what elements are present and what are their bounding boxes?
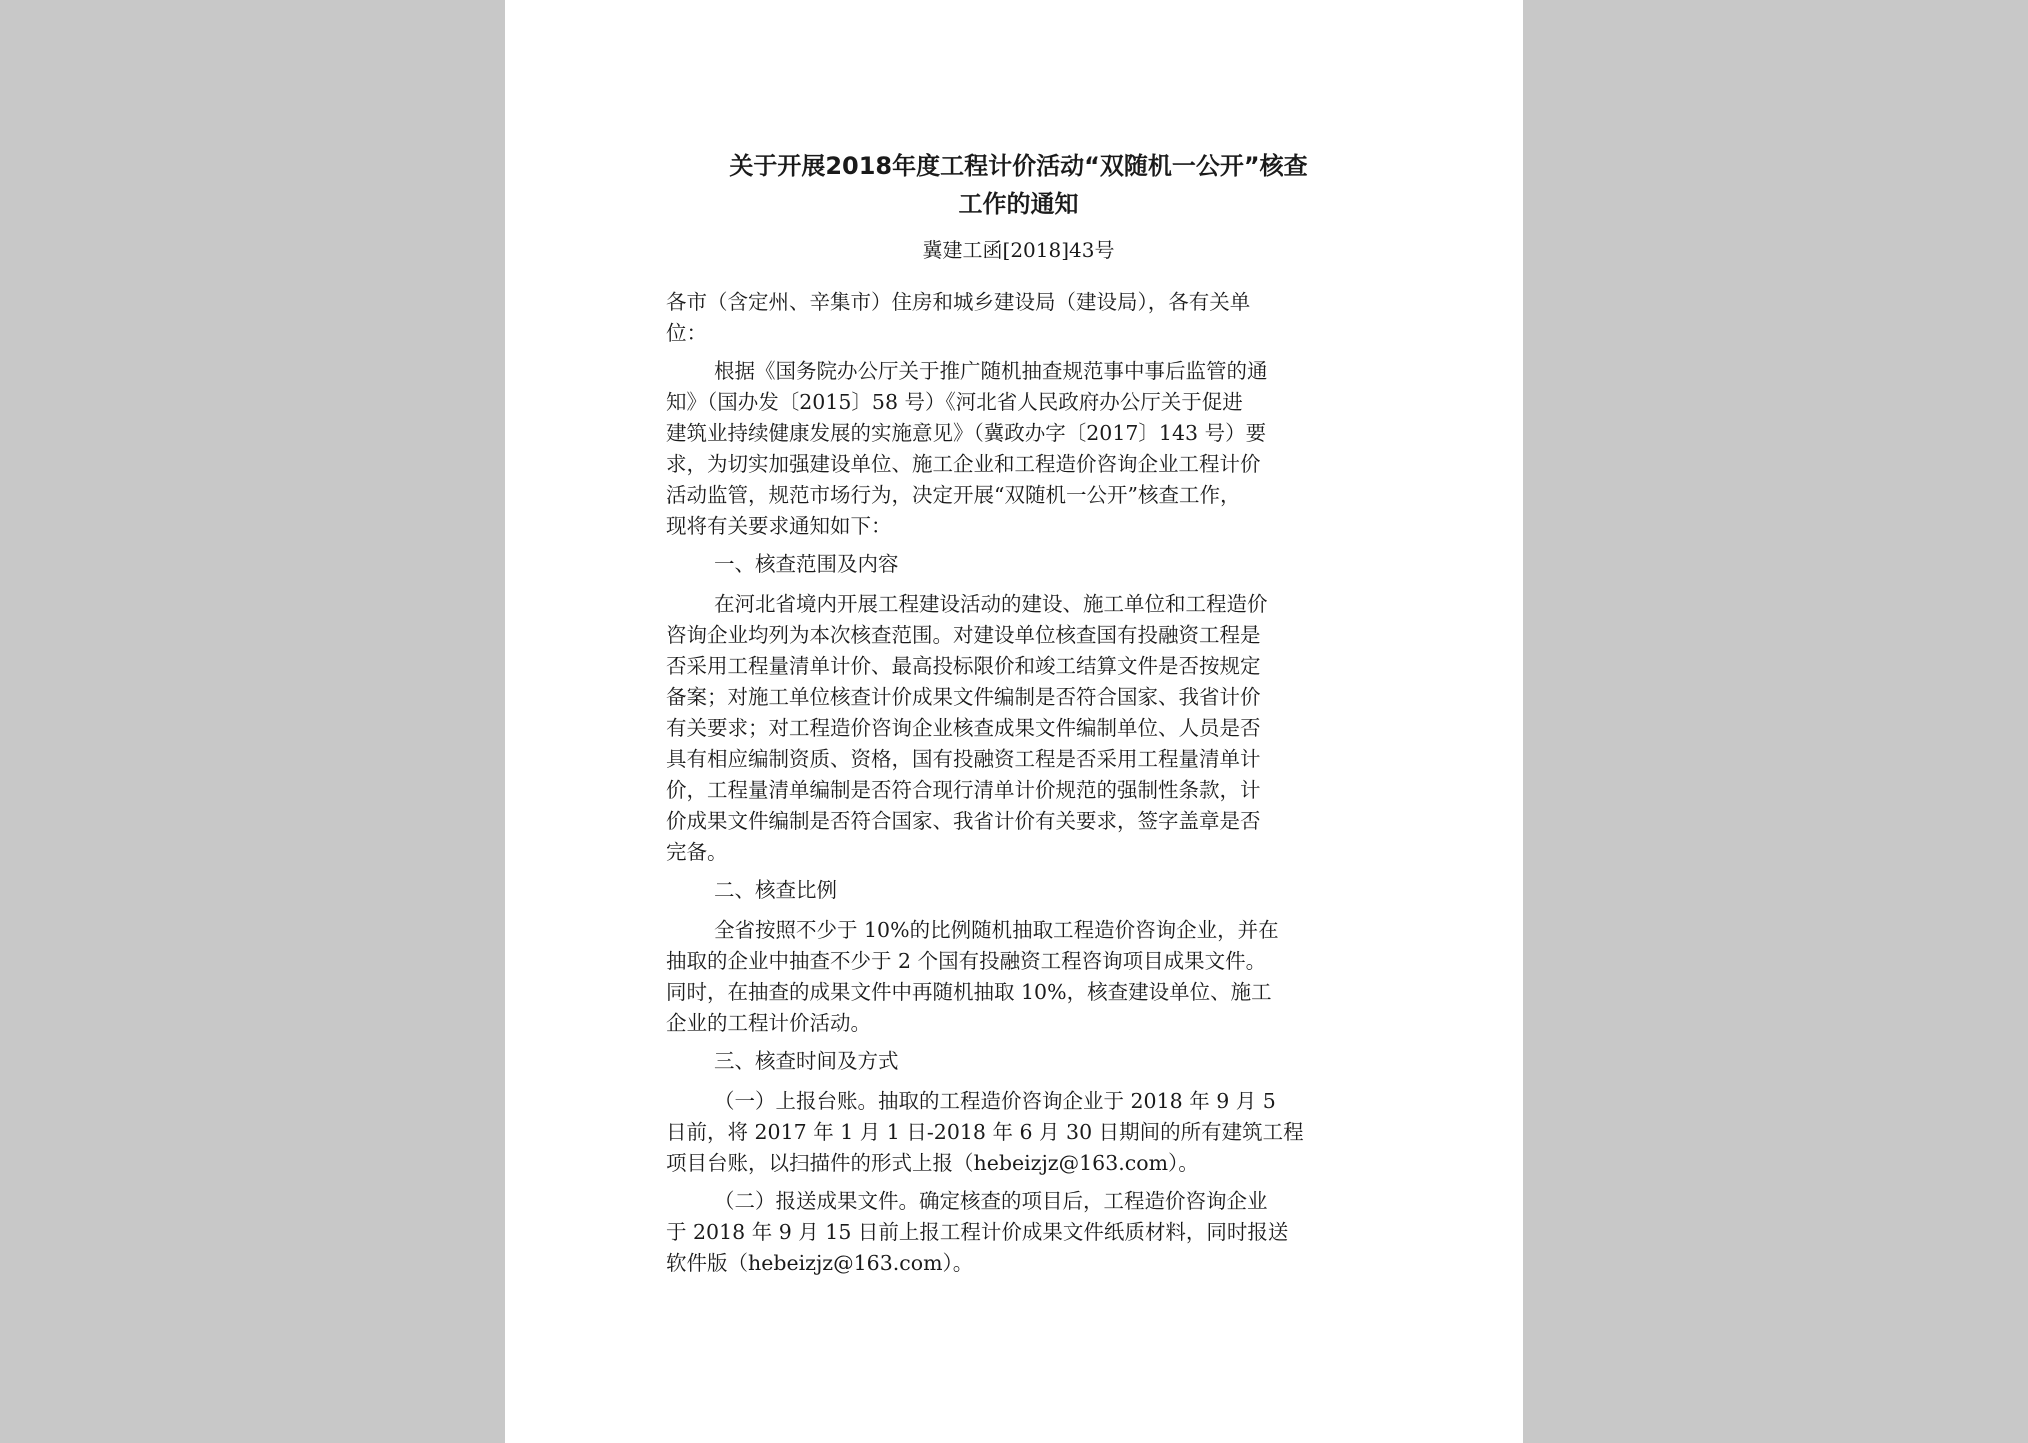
page-content	[666, 147, 1371, 1286]
text-line: 各市（含定州、辛集市）住房和城乡建设局（建设局），各有关单	[666, 290, 1251, 314]
title-line: 工作的通知	[958, 190, 1079, 218]
text-line: 企业的工程计价活动。	[666, 1011, 871, 1035]
text-line: 具有相应编制资质、资格，国有投融资工程是否采用工程量清单计	[666, 747, 1261, 771]
document-number: 冀建工函[2018]43号	[922, 238, 1115, 262]
text-line: 根据《国务院办公厅关于推广随机抽查规范事中事后监管的通	[714, 359, 1268, 383]
text-line: 活动监管，规范市场行为，决定开展“双随机一公开”核查工作，	[666, 483, 1241, 507]
text-line: 价成果文件编制是否符合国家、我省计价有关要求，签字盖章是否	[666, 809, 1261, 833]
text-line: 咨询企业均列为本次核查范围。对建设单位核查国有投融资工程是	[666, 623, 1261, 647]
text-line: 在河北省境内开展工程建设活动的建设、施工单位和工程造价	[714, 592, 1268, 616]
document-page	[505, 0, 1523, 1443]
text-line: 求，为切实加强建设单位、施工企业和工程造价咨询企业工程计价	[666, 452, 1261, 476]
text-line: 价，工程量清单编制是否符合现行清单计价规范的强制性条款，计	[666, 778, 1261, 802]
scope-paragraph	[666, 589, 1371, 868]
text-line: 于 2018 年 9 月 15 日前上报工程计价成果文件纸质材料，同时报送	[666, 1220, 1289, 1244]
addressee-paragraph	[666, 287, 1371, 349]
section-heading-ratio: 二、核查比例	[714, 878, 837, 902]
text-line: 有关要求；对工程造价咨询企业核查成果文件编制单位、人员是否	[666, 716, 1261, 740]
text-line: 日前，将 2017 年 1 月 1 日-2018 年 6 月 30 日期间的所有建筑工程	[666, 1120, 1304, 1144]
text-line: 同时，在抽查的成果文件中再随机抽取 10%，核查建设单位、施工	[666, 980, 1272, 1004]
text-line: 抽取的企业中抽查不少于 2 个国有投融资工程咨询项目成果文件。	[666, 949, 1267, 973]
text-line: 否采用工程量清单计价、最高投标限价和竣工结算文件是否按规定	[666, 654, 1261, 678]
text-line: 建筑业持续健康发展的实施意见》（冀政办字〔2017〕143 号）要	[666, 421, 1267, 445]
item-ledger-paragraph	[666, 1086, 1371, 1179]
text-line: 全省按照不少于 10%的比例随机抽取工程造价咨询企业，并在	[714, 918, 1279, 942]
section-heading-schedule: 三、核查时间及方式	[714, 1049, 899, 1073]
text-line: 位：	[666, 321, 707, 345]
text-line: 软件版（hebeizjz@163.com）。	[666, 1251, 974, 1275]
text-line: 备案；对施工单位核查计价成果文件编制是否符合国家、我省计价	[666, 685, 1261, 709]
ratio-paragraph	[666, 915, 1371, 1039]
text-line: 现将有关要求通知如下：	[666, 514, 892, 538]
section-heading-scope: 一、核查范围及内容	[714, 552, 899, 576]
item-submission-paragraph	[666, 1186, 1371, 1279]
intro-paragraph	[666, 356, 1371, 542]
text-line: 知》（国办发〔2015〕58 号）《河北省人民政府办公厅关于促进	[666, 390, 1243, 414]
text-line: 完备。	[666, 840, 728, 864]
title-line: 关于开展2018年度工程计价活动“双随机一公开”核查	[729, 152, 1308, 180]
document-title	[666, 147, 1371, 223]
text-line: 项目台账，以扫描件的形式上报（hebeizjz@163.com）。	[666, 1151, 1199, 1175]
text-line: （一）上报台账。抽取的工程造价咨询企业于 2018 年 9 月 5	[714, 1089, 1276, 1113]
text-line: （二）报送成果文件。确定核查的项目后，工程造价咨询企业	[714, 1189, 1268, 1213]
